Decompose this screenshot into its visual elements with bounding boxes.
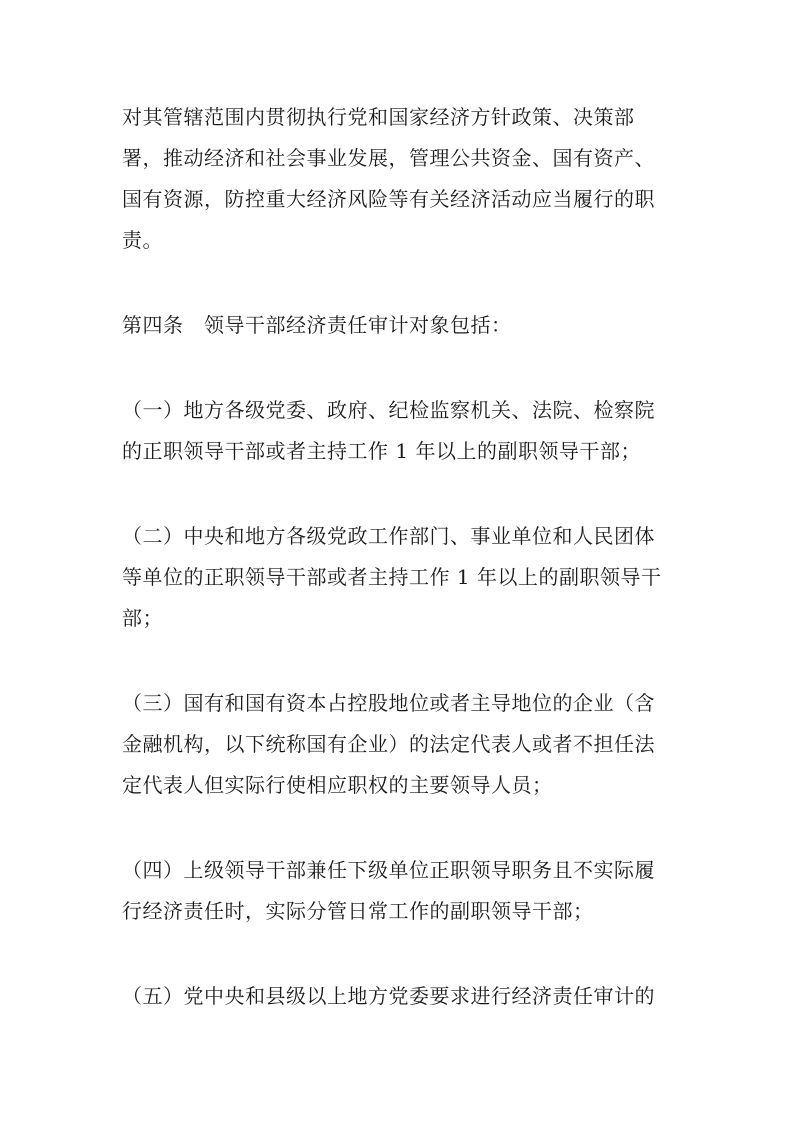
item-5-line-1: （五）党中央和县级以上地方党委要求进行经济责任审计的 (122, 984, 655, 1008)
item-2-line-1: （二）中央和地方各级党政工作部门、事业单位和人民团体 (122, 524, 655, 548)
item-1-line-2: 的正职领导干部或者主持工作 1 年以上的副职领导干部； (122, 439, 641, 463)
paragraph-1-line-3: 国有资源，防控重大经济风险等有关经济活动应当履行的职 (122, 187, 655, 211)
item-4-line-2: 行经济责任时，实际分管日常工作的副职领导干部； (122, 899, 594, 923)
article-4-heading: 第四条 领导干部经济责任审计对象包括： (122, 313, 512, 337)
item-3-line-2: 金融机构，以下统称国有企业）的法定代表人或者不担任法 (122, 732, 655, 756)
paragraph-1-line-2: 署，推动经济和社会事业发展，管理公共资金、国有资产、 (122, 146, 655, 170)
item-3-line-1: （三）国有和国有资本占控股地位或者主导地位的企业（含 (122, 691, 655, 715)
item-1-line-1: （一）地方各级党委、政府、纪检监察机关、法院、检察院 (122, 398, 655, 422)
item-4-line-1: （四）上级领导干部兼任下级单位正职领导职务且不实际履 (122, 858, 655, 882)
item-2-line-2: 等单位的正职领导干部或者主持工作 1 年以上的副职领导干 (122, 565, 662, 589)
paragraph-1-line-1: 对其管辖范围内贯彻执行党和国家经济方针政策、决策部 (122, 105, 635, 129)
paragraph-1-line-4: 责。 (122, 228, 163, 252)
item-2-line-3: 部； (122, 606, 163, 630)
item-3-line-3: 定代表人但实际行使相应职权的主要领导人员； (122, 773, 553, 797)
